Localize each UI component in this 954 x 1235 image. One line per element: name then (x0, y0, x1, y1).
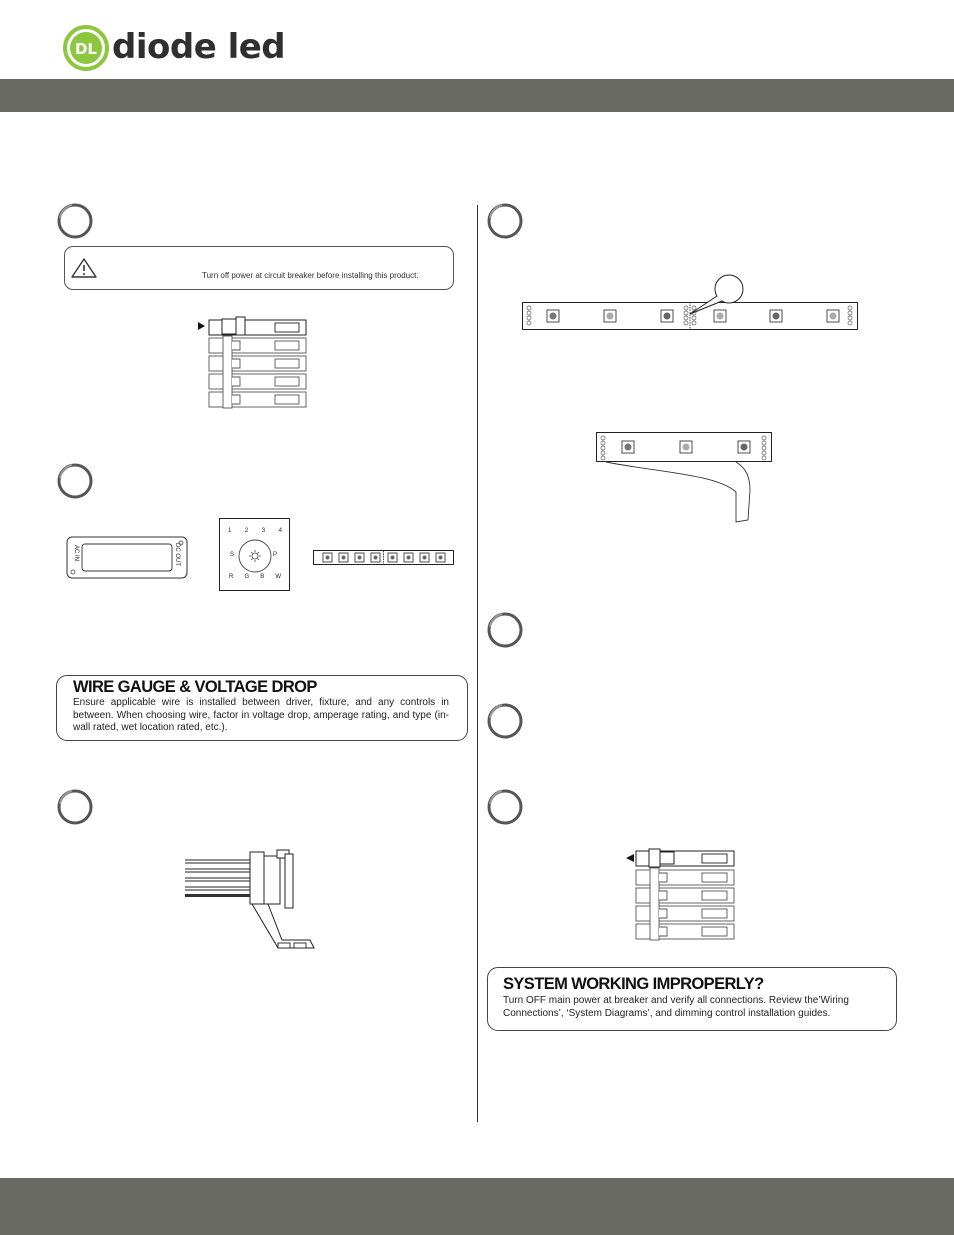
channel-r-label: R (229, 574, 234, 580)
led-strip-peel-diagram (596, 432, 776, 527)
driver-dc-out-label: DC OUT (174, 543, 180, 566)
warning-text: Turn off power at circuit breaker before installing this product. (202, 271, 419, 280)
warning-box (64, 246, 454, 290)
zone-2-label: 2 (244, 528, 249, 534)
wire-gauge-title: WIRE GAUGE & VOLTAGE DROP (73, 678, 317, 696)
logo-mark-icon (62, 24, 110, 72)
step-4-circle-icon (484, 200, 524, 240)
zone-4-label: 4 (278, 528, 282, 534)
top-banner-bar (0, 79, 954, 112)
step-1-circle-icon (54, 200, 94, 240)
logo-mark-text: DL (74, 40, 98, 58)
troubleshoot-title: SYSTEM WORKING IMPROPERLY? (503, 975, 764, 993)
wire-gauge-body: Ensure applicable wire is installed between driver, fixture, and any controls in between. When choosing wire, factor in voltage drop, amperage rating, and type (in-wall rated, wet location rated, etc.). (73, 697, 449, 733)
channel-b-label: B (260, 574, 265, 580)
step-7-circle-icon (484, 786, 524, 826)
controller-zone-numbers (228, 528, 282, 534)
breaker-panel-on-diagram (624, 848, 744, 943)
column-divider (477, 205, 478, 1122)
zone-3-label: 3 (261, 528, 266, 534)
troubleshoot-body: Turn OFF main power at breaker and verify all connections. Review the’Wiring Connections’, ‘System Diagrams’, and dimming control installation guides. (503, 995, 849, 1019)
led-strip-cut-diagram (522, 272, 862, 332)
warning-triangle-icon (71, 258, 97, 278)
driver-ac-in-label: AC IN (73, 545, 79, 562)
controller-side-left-label: S (230, 552, 235, 558)
footer-bar (0, 1178, 954, 1235)
channel-w-label: W (275, 574, 281, 580)
step-3-circle-icon (54, 786, 94, 826)
step-5-circle-icon (484, 609, 524, 649)
controller-side-right-label: P (273, 552, 278, 558)
zone-1-label: 1 (228, 528, 232, 534)
small-led-strip-diagram (313, 550, 455, 566)
wire-gauge-box (56, 675, 468, 741)
wire-connector-diagram (182, 848, 322, 958)
step-6-circle-icon (484, 700, 524, 740)
step-2-circle-icon (54, 460, 94, 500)
troubleshoot-box (487, 967, 897, 1031)
controller-channel-labels (229, 574, 281, 580)
channel-g-label: G (244, 574, 250, 580)
breaker-panel-diagram (196, 316, 316, 411)
logo-text: diode led (112, 27, 286, 67)
